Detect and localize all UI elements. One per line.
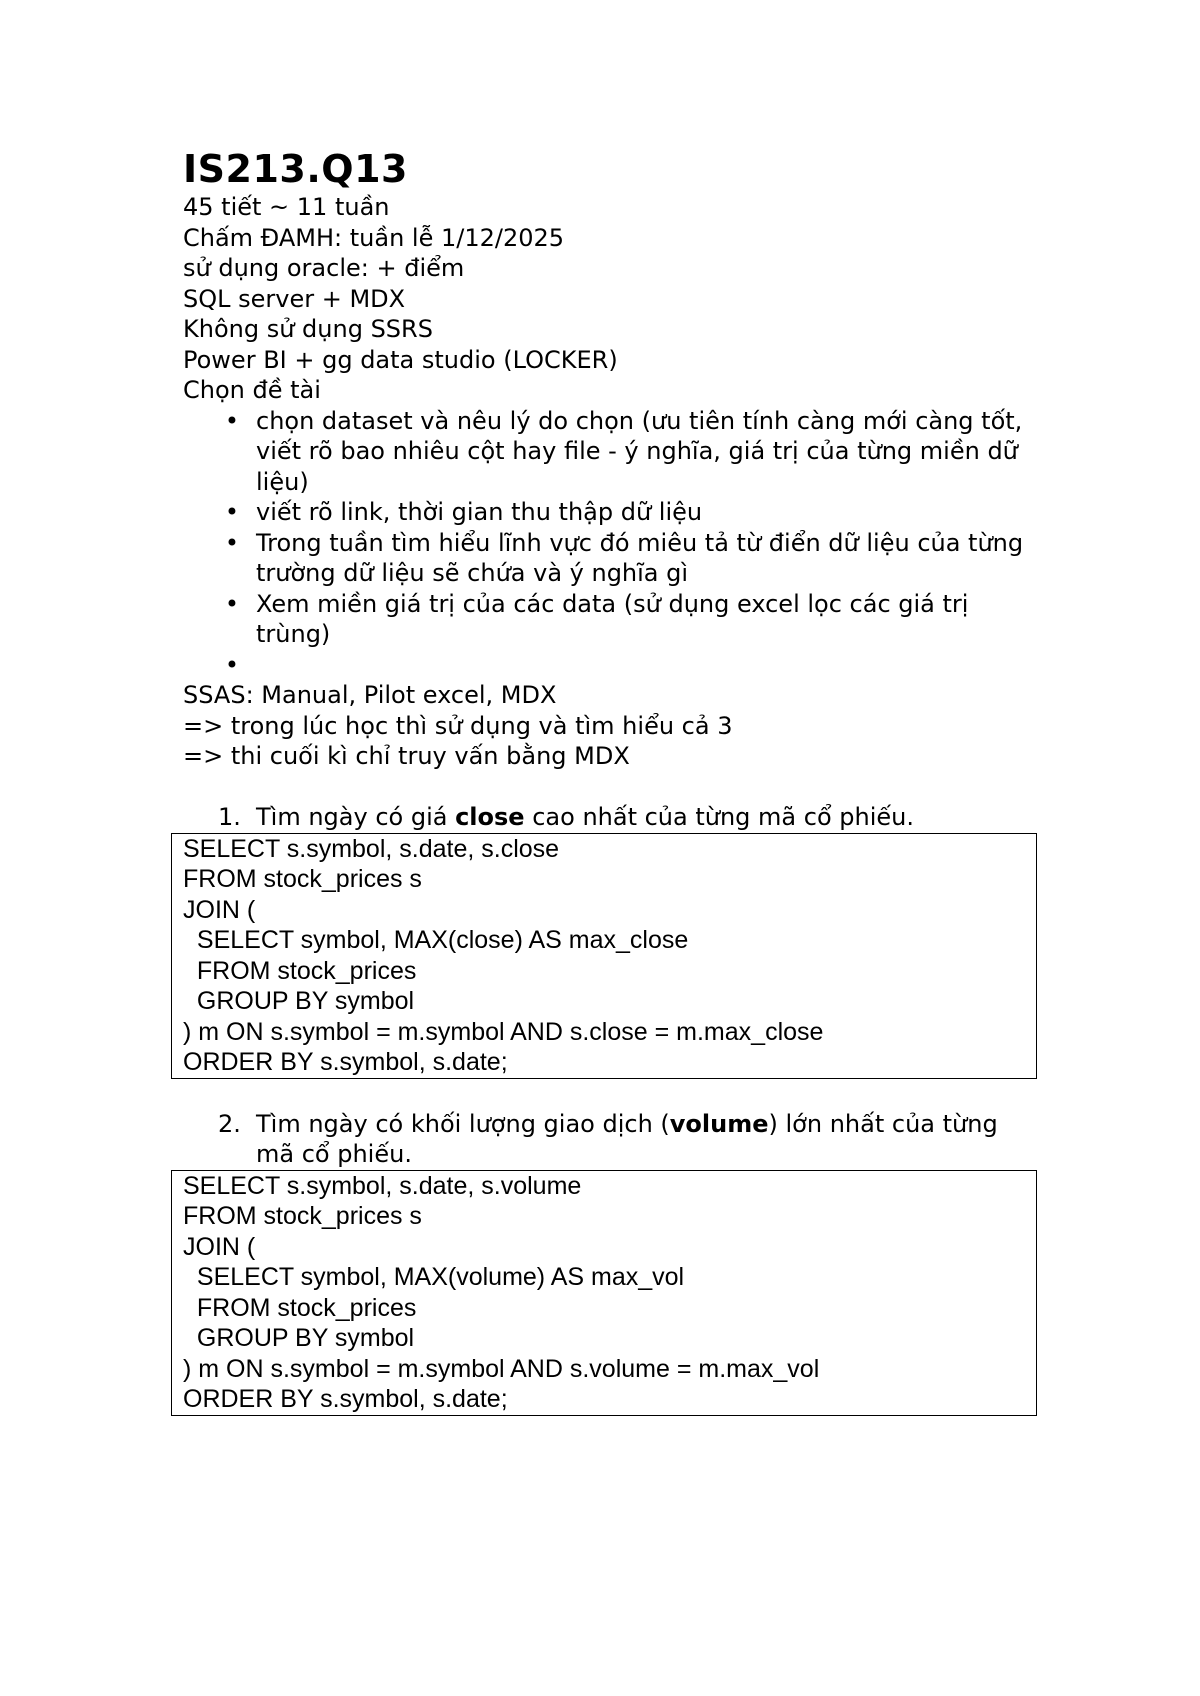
code-line: JOIN ( bbox=[183, 895, 256, 924]
code-line: ORDER BY s.symbol, s.date; bbox=[183, 1385, 508, 1413]
question-keyword: volume bbox=[669, 1109, 769, 1138]
code-block-2 bbox=[171, 1170, 1037, 1416]
code-line: SELECT s.symbol, s.date, s.volume bbox=[183, 1171, 582, 1200]
code-line: GROUP BY symbol bbox=[183, 987, 415, 1015]
bullet-text bbox=[256, 651, 264, 679]
bullet-list bbox=[183, 406, 1043, 681]
question-2 bbox=[183, 1109, 1043, 1170]
code-line: ) m ON s.symbol = m.symbol AND s.close = m.max_close bbox=[183, 1017, 824, 1046]
code-line: SELECT symbol, MAX(close) AS max_close bbox=[183, 926, 689, 954]
document-title: IS213.Q13 bbox=[183, 147, 408, 191]
bullet-icon: • bbox=[224, 528, 240, 557]
bullet-item bbox=[183, 528, 1043, 589]
code-line: ) m ON s.symbol = m.symbol AND s.volume = m.max_vol bbox=[183, 1354, 820, 1383]
document-body bbox=[183, 146, 1043, 1416]
spacer bbox=[183, 1079, 1043, 1109]
text-line: Không sử dụng SSRS bbox=[183, 315, 433, 343]
bullet-icon: • bbox=[224, 589, 240, 618]
text-line: Chọn đề tài bbox=[183, 376, 321, 404]
bullet-icon: • bbox=[224, 650, 240, 679]
question-text: ) lớn nhất của từng mã cổ phiếu. bbox=[256, 1109, 998, 1168]
code-line: SELECT symbol, MAX(volume) AS max_vol bbox=[183, 1263, 685, 1291]
bullet-item bbox=[183, 406, 1043, 498]
question-keyword: close bbox=[455, 803, 525, 831]
text-line: => thi cuối kì chỉ truy vấn bằng MDX bbox=[183, 742, 630, 770]
text-line: sử dụng oracle: + điểm bbox=[183, 254, 465, 282]
code-block-1 bbox=[171, 833, 1037, 1079]
bullet-text: chọn dataset và nêu lý do chọn (ưu tiên tính càng mới càng tốt, viết rõ bao nhiêu cột hay file - ý nghĩa, giá trị của từng miền dữ liệu) bbox=[256, 406, 1023, 496]
text-line: Chấm ĐAMH: tuần lễ 1/12/2025 bbox=[183, 223, 565, 252]
code-line: FROM stock_prices bbox=[183, 956, 417, 985]
bullet-text: Trong tuần tìm hiểu lĩnh vực đó miêu tả từ điển dữ liệu của từng trường dữ liệu sẽ chứa và ý nghĩa gì bbox=[256, 528, 1024, 587]
question-text: Tìm ngày có khối lượng giao dịch ( bbox=[256, 1109, 670, 1138]
code-line: GROUP BY symbol bbox=[183, 1324, 415, 1352]
code-line: ORDER BY s.symbol, s.date; bbox=[183, 1048, 508, 1076]
text-line: Power BI + gg data studio (LOCKER) bbox=[183, 345, 618, 374]
bullet-text: viết rõ link, thời gian thu thập dữ liệu bbox=[256, 498, 703, 526]
code-line: SELECT s.symbol, s.date, s.close bbox=[183, 834, 560, 863]
text-line: SSAS: Manual, Pilot excel, MDX bbox=[183, 681, 557, 709]
code-line: FROM stock_prices bbox=[183, 1293, 417, 1322]
spacer bbox=[183, 772, 1043, 803]
question-text: Tìm ngày có giá bbox=[256, 803, 456, 831]
bullet-text: Xem miền giá trị của các data (sử dụng excel lọc các giá trị trùng) bbox=[256, 589, 969, 648]
question-number: 1. bbox=[218, 803, 241, 831]
question-number: 2. bbox=[218, 1109, 241, 1138]
bullet-item bbox=[183, 650, 1043, 681]
bullet-item bbox=[183, 497, 1043, 528]
question-text: cao nhất của từng mã cổ phiếu. bbox=[524, 803, 914, 831]
code-line: FROM stock_prices s bbox=[183, 1202, 422, 1230]
code-line: FROM stock_prices s bbox=[183, 865, 422, 893]
text-line: SQL server + MDX bbox=[183, 284, 406, 313]
text-line: 45 tiết ~ 11 tuần bbox=[183, 193, 390, 221]
bullet-item bbox=[183, 589, 1043, 650]
bullet-icon: • bbox=[224, 406, 240, 435]
code-line: JOIN ( bbox=[183, 1232, 256, 1261]
question-1 bbox=[183, 802, 1043, 833]
bullet-icon: • bbox=[224, 498, 240, 526]
text-line: => trong lúc học thì sử dụng và tìm hiểu cả 3 bbox=[183, 711, 733, 740]
